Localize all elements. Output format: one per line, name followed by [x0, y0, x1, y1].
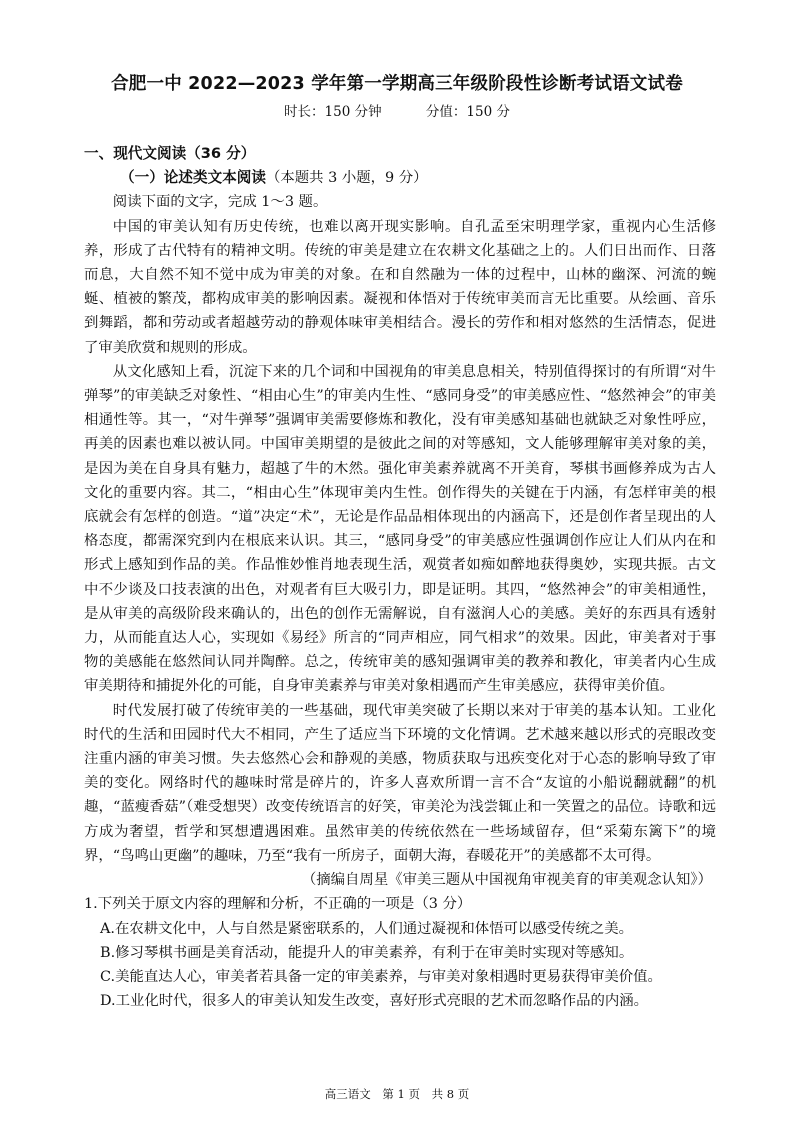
exam-content: [84, 142, 716, 1013]
question-stem: 1.下列关于原文内容的理解和分析，不正确的一项是（3 分）: [84, 896, 472, 913]
question-option-b: B.修习琴棋书画是美育活动，能提升人的审美素养，有利于在审美时实现对等感知。: [100, 944, 634, 961]
passage-source: （摘编自周星《审美三题从中国视角审视美育的审美观念认知》）: [301, 872, 712, 889]
question-option-a: A.在农耕文化中，人与自然是紧密联系的，人们通过凝视和体悟可以感受传统之美。: [100, 920, 634, 937]
subsection-heading: [84, 166, 716, 190]
footer-subject: 高三语文: [324, 1087, 371, 1101]
question-option-c: C.美能直达人心，审美者若具备一定的审美素养，与审美对象相遇时更易获得审美价值。: [100, 968, 662, 985]
subsection-title: （一）论述类文本阅读: [120, 169, 266, 187]
passage-paragraph-1: 中国的审美认知有历史传统，也难以离开现实影响。自孔孟至宋明理学家，重视内心生活修养，形成了古代特有的精神文明。传统的审美是建立在农耕文化基础之上的。人们日出而作、日落而息，大自然不知不觉中成为审美的对象。在和自然融为一体的过程中，山林的幽深、河流的蜿蜒、植被的繁茂，都构成审美的影响因素。凝视和体悟对于传统审美而言无比重要。从绘画、音乐到舞蹈，都和劳动或者超越劳动的静观体味审美相结合。漫长的劳作和相对悠然的生活情态，促进了审美欣赏和规则的形成。: [84, 218, 716, 356]
page-footer: [0, 1086, 794, 1102]
subsection-note: （本题共 3 小题，9 分）: [265, 170, 428, 187]
exam-meta: [0, 100, 794, 120]
passage-paragraph-3: 时代发展打破了传统审美的一些基础，现代审美突破了长期以来对于审美的基本认知。工业化时代的生活和田园时代大不相同，产生了适应当下环境的文化情调。艺术越来越以形式的亮眼改变注重内涵的审美习惯。失去悠然心会和静观的美感，物质获取与迅疾变化对于心态的影响导致了审美的变化。网络时代的趣味时常是碎片的，许多人喜欢所谓一言不合“友谊的小船说翻就翻”的机趣，“蓝瘦香菇”（难受想哭）改变传统语言的好笑，审美沦为浅尝辄止和一笑置之的品位。诗歌和远方成为奢望，哲学和冥想遭遇困难。虽然审美的传统依然在一些场域留存，但“采菊东篱下”的境界，“鸟鸣山更幽”的趣味，乃至“我有一所房子，面朝大海，春暖花开”的美感都不太可得。: [84, 702, 716, 864]
passage-paragraph-2: 从文化感知上看，沉淀下来的几个词和中国视角的审美息息相关，特别值得探讨的有所谓“对牛弹琴”的审美缺乏对象性、“相由心生”的审美内生性、“感同身受”的审美感应性、“悠然神会”的审美相通性等。其一，“对牛弹琴”强调审美需要修炼和教化，没有审美感知基础也就缺乏对象性呼应，再美的因素也难以被认同。中国审美期望的是彼此之间的对等感知，文人能够理解审美对象的美，是因为美在自身具有魅力，超越了牛的木然。强化审美素养就离不开美育，琴棋书画修养成为古人文化的重要内容。其二，“相由心生”体现审美内生性。创作得失的关键在于内涵，有怎样审美的根底就会有怎样的创造。“道”决定“术”，无论是作品品相体现出的内涵高下，还是创作者呈现出的人格态度，都需深究到内在根底来认识。其三，“感同身受”的审美感应性强调创作应让人们从内在和形式上感知到作品的美。作品惟妙惟肖地表现生活，观赏者如痴如醉地获得奥妙，实现共振。古文中不少谈及口技表演的出色，对观者有巨大吸引力，即是证明。其四，“悠然神会”的审美相通性，是从审美的高级阶段来确认的，出色的创作无需解说，自有滋润人心的美感。美好的东西具有透射力，从而能直达人心，实现如《易经》所言的“同声相应，同气相求”的效果。因此，审美者对于事物的美感能在悠然间认同并陶醉。总之，传统审美的感知强调审美的教养和教化，审美者内心生成审美期待和捕捉外化的可能，自身审美素养与审美对象相遇而产生审美感应，获得审美价值。: [84, 363, 716, 695]
footer-total: 共 8 页: [431, 1087, 470, 1101]
section-heading: 一、现代文阅读（36 分）: [84, 145, 256, 162]
reading-instruction: 阅读下面的文字，完成 1～3 题。: [112, 194, 328, 211]
question-option-d: D.工业化时代，很多人的审美认知发生改变，喜好形式亮眼的艺术而忽略作品的内涵。: [100, 993, 649, 1010]
footer-page: 第 1 页: [382, 1087, 420, 1101]
exam-duration: 时长：150 分钟: [284, 104, 382, 120]
exam-title: 合肥一中 2022—2023 学年第一学期高三年级阶段性诊断考试语文试卷: [111, 74, 683, 94]
exam-score: 分值：150 分: [425, 104, 510, 120]
